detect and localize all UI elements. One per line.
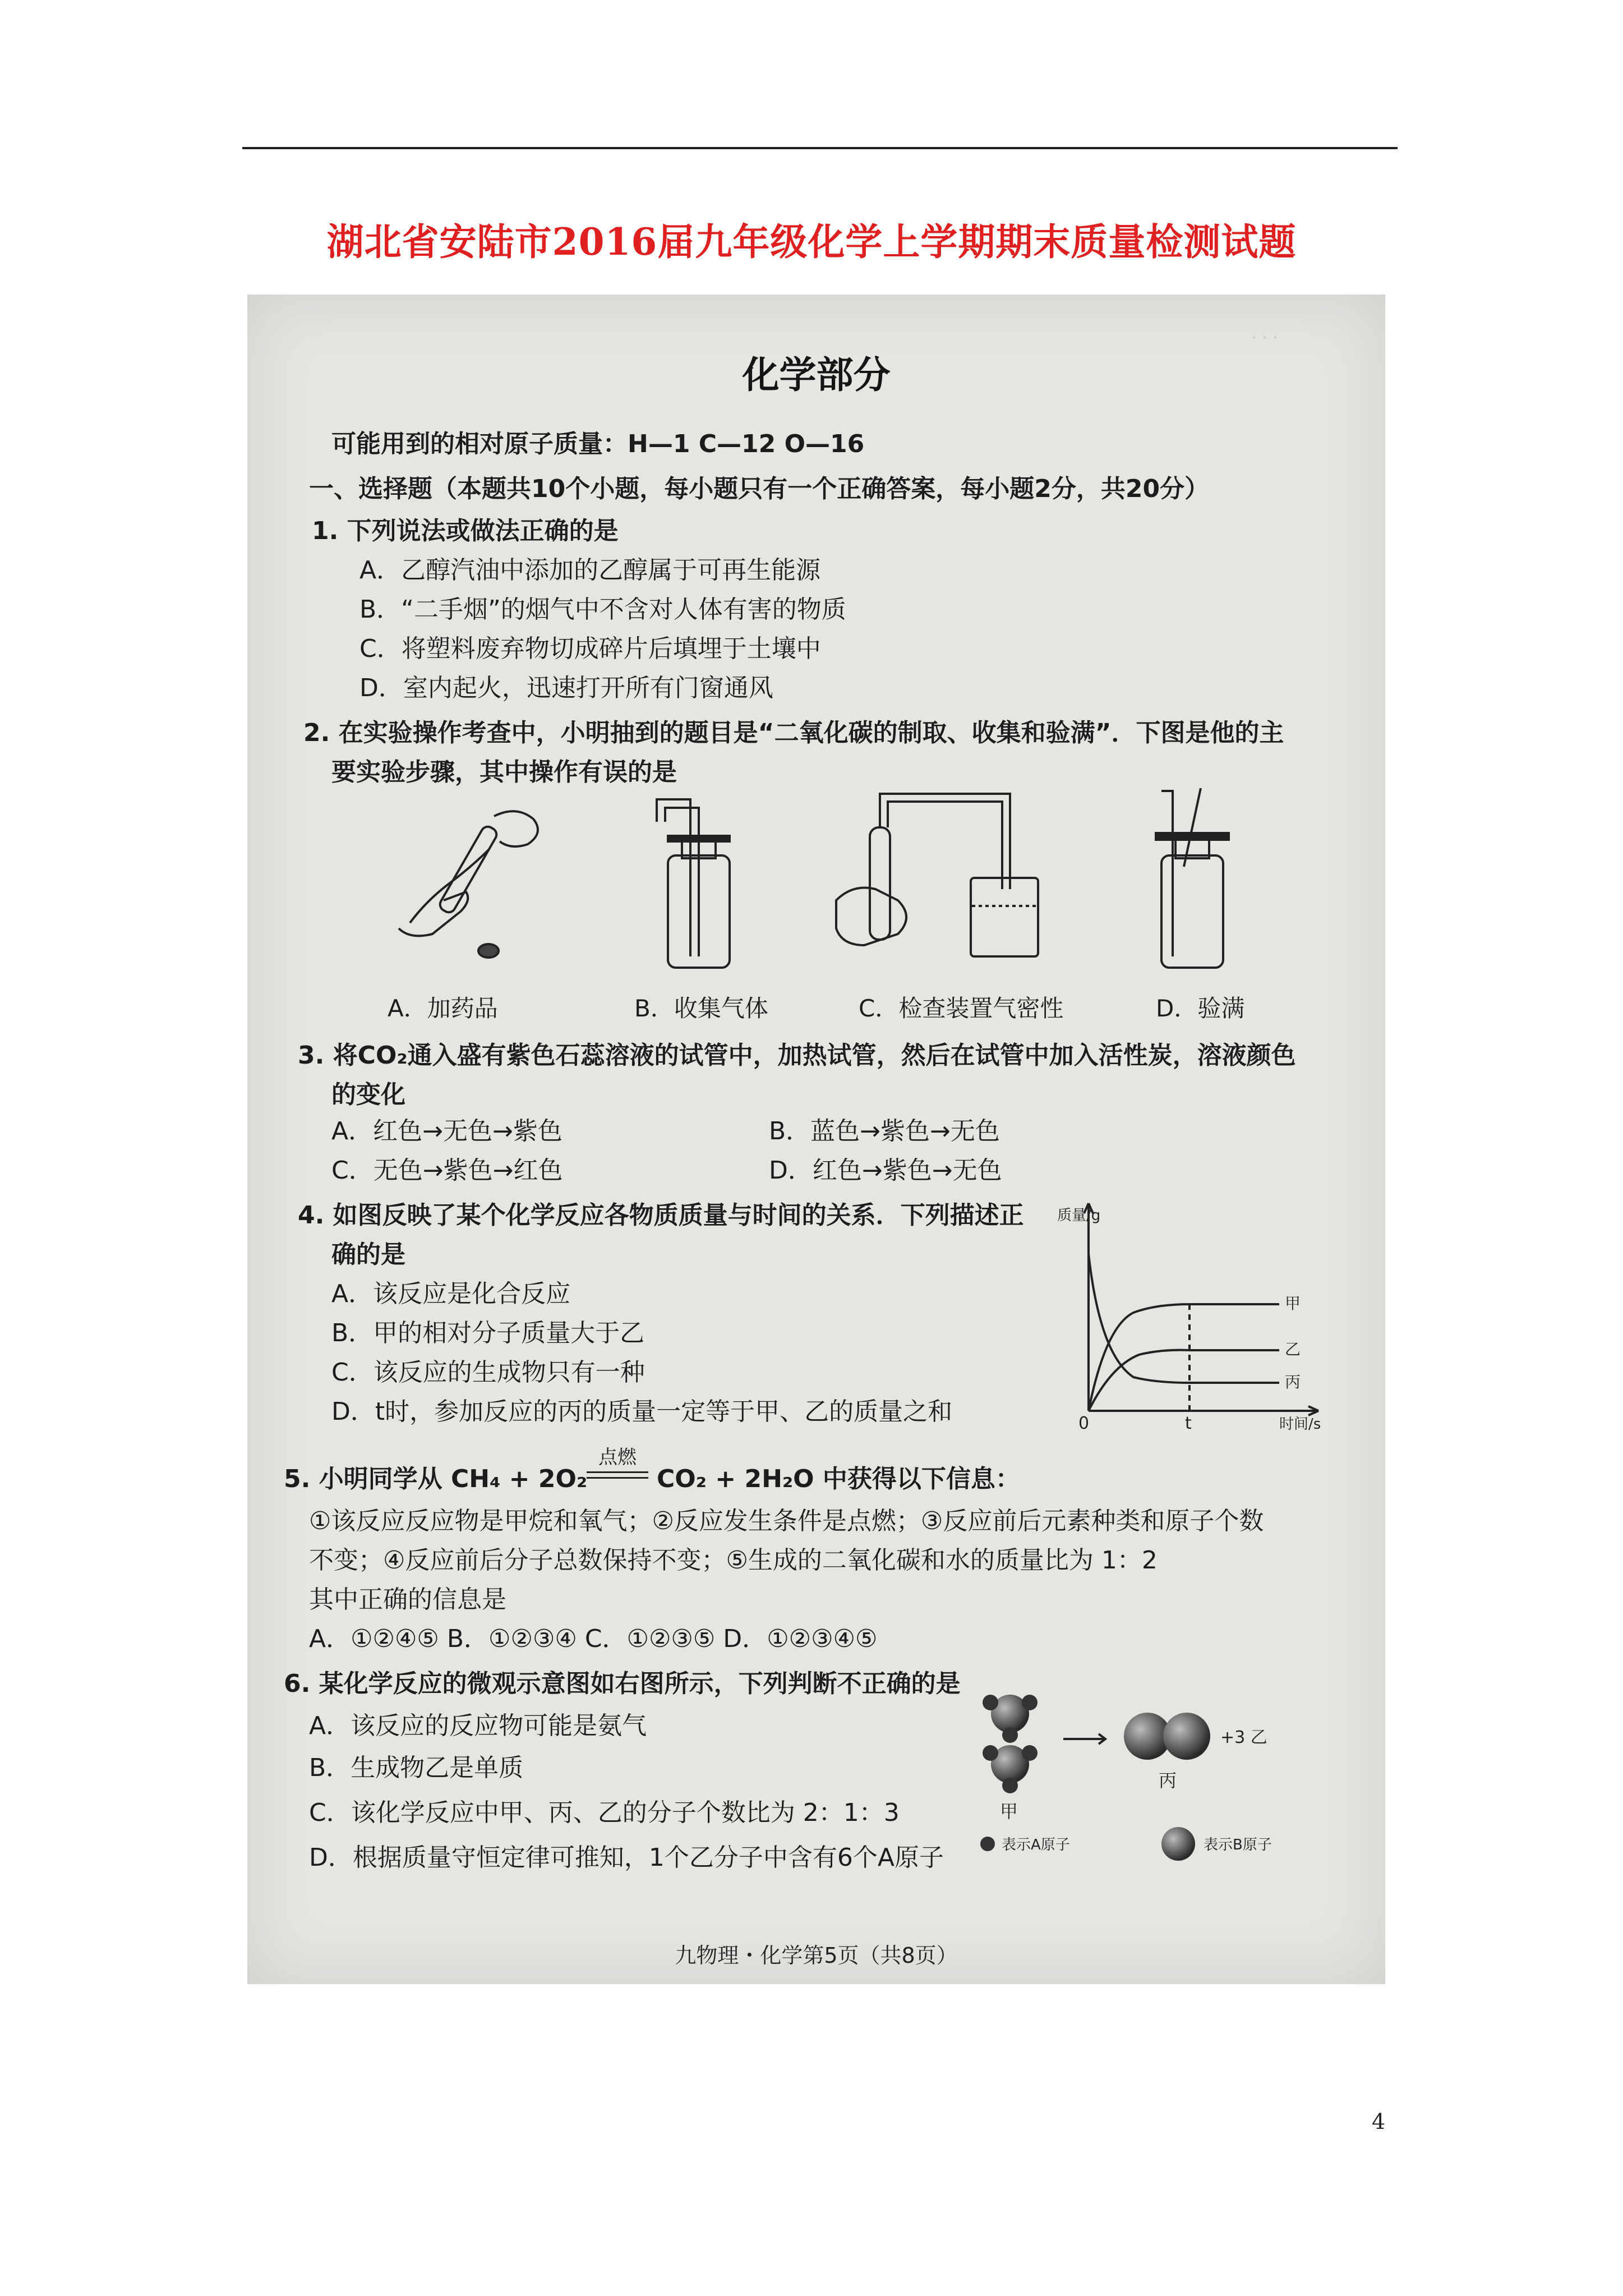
section-title: 化学部分: [742, 353, 891, 397]
q4-stem-line1: 4. 如图反映了某个化学反应各物质质量与时间的关系．下列描述正: [298, 1201, 1024, 1230]
q3-option-c: C．无色→紫色→红色: [331, 1156, 563, 1185]
q5-options: A．①②④⑤ B．①②③④ C．①②③⑤ D．①②③④⑤: [309, 1625, 878, 1653]
reactant-molecule-1: [983, 1695, 1038, 1743]
q4-stem-line2: 确的是: [331, 1240, 405, 1269]
series-line-jia: [1089, 1304, 1279, 1411]
q6-option-d: D．根据质量守恒定律可推知，1个乙分子中含有6个A原子: [309, 1843, 944, 1872]
q4-option-c: C．该反应的生成物只有一种: [331, 1358, 645, 1387]
graph-origin-label: 0: [1078, 1414, 1090, 1433]
series-label-yi: 乙: [1285, 1340, 1301, 1359]
q5-condition: [587, 1442, 648, 1479]
q2-apparatus-figures: [376, 788, 1296, 979]
q3-option-b: B．蓝色→紫色→无色: [769, 1117, 1000, 1145]
q6-option-c: C．该化学反应中甲、丙、乙的分子个数比为 2：1：3: [309, 1798, 900, 1827]
reaction-arrow: [1063, 1734, 1105, 1744]
q6-option-a: A．该反应的反应物可能是氨气: [309, 1711, 647, 1740]
collect-gas-illustration: [657, 799, 730, 968]
q1-option-c: C．将塑料废弃物切成碎片后填埋于土壤中: [359, 634, 821, 663]
q6-stem: 6. 某化学反应的微观示意图如右图所示，下列判断不正确的是: [284, 1669, 961, 1698]
add-chemicals-illustration: [399, 811, 538, 958]
q4-option-a: A．该反应是化合反应: [331, 1280, 571, 1308]
q2-option-b: B．收集气体: [634, 995, 768, 1022]
series-label-bing: 丙: [1285, 1373, 1301, 1391]
q4-option-d: D．t时，参加反应的丙的质量一定等于甲、乙的质量之和: [331, 1397, 953, 1426]
q5-info-line2: 不变；④反应前后分子总数保持不变；⑤生成的二氧化碳和水的质量比为 1：2: [309, 1546, 1158, 1575]
check-airtightness-illustration: [836, 794, 1038, 956]
series-line-bing: [1089, 1254, 1279, 1383]
legend-a-atom-symbol: [980, 1837, 995, 1851]
bleed-through-mark: · · ·: [1251, 328, 1278, 348]
label-bing: 丙: [1159, 1770, 1177, 1791]
q6-option-b: B．生成物乙是单质: [309, 1754, 524, 1782]
scanned-exam-photo: [247, 295, 1385, 1984]
reactant-molecule-2: [983, 1745, 1038, 1793]
atomic-mass-line: 可能用到的相对原子质量：H—1 C—12 O—16: [331, 430, 865, 458]
label-jia: 甲: [1000, 1801, 1018, 1822]
graph-xlabel: 时间/s: [1279, 1416, 1321, 1433]
top-rule: [242, 147, 1398, 149]
exam-footer: 九物理・化学第5页（共8页）: [675, 1943, 958, 1968]
q6-molecule-diagram: [965, 1680, 1358, 1865]
q2-stem-line1: 2. 在实验操作考查中，小明抽到的题目是“二氧化碳的制取、收集和验满”．下图是他的主: [303, 719, 1284, 747]
page-heading: 湖北省安陆市2016届九年级化学上学期期末质量检测试题: [326, 220, 1297, 264]
q2-option-c: C．检查装置气密性: [859, 995, 1064, 1022]
q1-option-b: B．“二手烟”的烟气中不含对人体有害的物质: [359, 595, 846, 624]
q5-reaction-equals-sign: [587, 1471, 648, 1479]
q5-stem-pre: 5. 小明同学从 CH₄ + 2O₂: [284, 1465, 588, 1493]
legend-a-text: 表示A原子: [1002, 1837, 1070, 1853]
product-molecule: [1124, 1713, 1210, 1760]
q3-option-d: D．红色→紫色→无色: [769, 1156, 1002, 1185]
q1-option-a: A．乙醇汽油中添加的乙醇属于可再生能源: [359, 556, 821, 585]
check-full-illustration: [1156, 788, 1229, 968]
q5-stem-post: CO₂ + 2H₂O 中获得以下信息：: [657, 1465, 1020, 1493]
q1-stem: 1. 下列说法或做法正确的是: [312, 517, 619, 545]
graph-ylabel: 质量/g: [1057, 1207, 1101, 1224]
series-label-jia: 甲: [1285, 1294, 1301, 1313]
q1-option-d: D．室内起火，迅速打开所有门窗通风: [359, 674, 773, 702]
q2-option-a: A．加药品: [388, 995, 498, 1022]
page-number: 4: [1372, 2109, 1386, 2134]
q4-mass-time-graph: [1055, 1186, 1335, 1433]
q2-option-d: D．验满: [1156, 995, 1245, 1022]
legend-b-atom-symbol: [1161, 1827, 1195, 1861]
plus-three-yi: +3 乙: [1220, 1728, 1267, 1747]
q5-condition-text: 点燃: [598, 1446, 637, 1469]
legend-b-text: 表示B原子: [1204, 1837, 1272, 1853]
graph-t-label: t: [1185, 1414, 1192, 1433]
q5-info-line1: ①该反应反应物是甲烷和氧气；②反应发生条件是点燃；③反应前后元素种类和原子个数: [309, 1507, 1264, 1535]
q5-info-line3: 其中正确的信息是: [309, 1585, 506, 1614]
q4-option-b: B．甲的相对分子质量大于乙: [331, 1319, 645, 1347]
q3-option-a: A．红色→无色→紫色: [331, 1117, 562, 1145]
q2-stem-line2: 要实验步骤，其中操作有误的是: [331, 758, 677, 786]
q3-stem-line1: 3. 将CO₂通入盛有紫色石蕊溶液的试管中，加热试管，然后在试管中加入活性炭，溶液颜色: [298, 1041, 1296, 1070]
q3-stem-line2: 的变化: [331, 1080, 405, 1109]
part1-header: 一、选择题（本题共10个小题，每小题只有一个正确答案，每小题2分，共20分）: [309, 475, 1210, 503]
